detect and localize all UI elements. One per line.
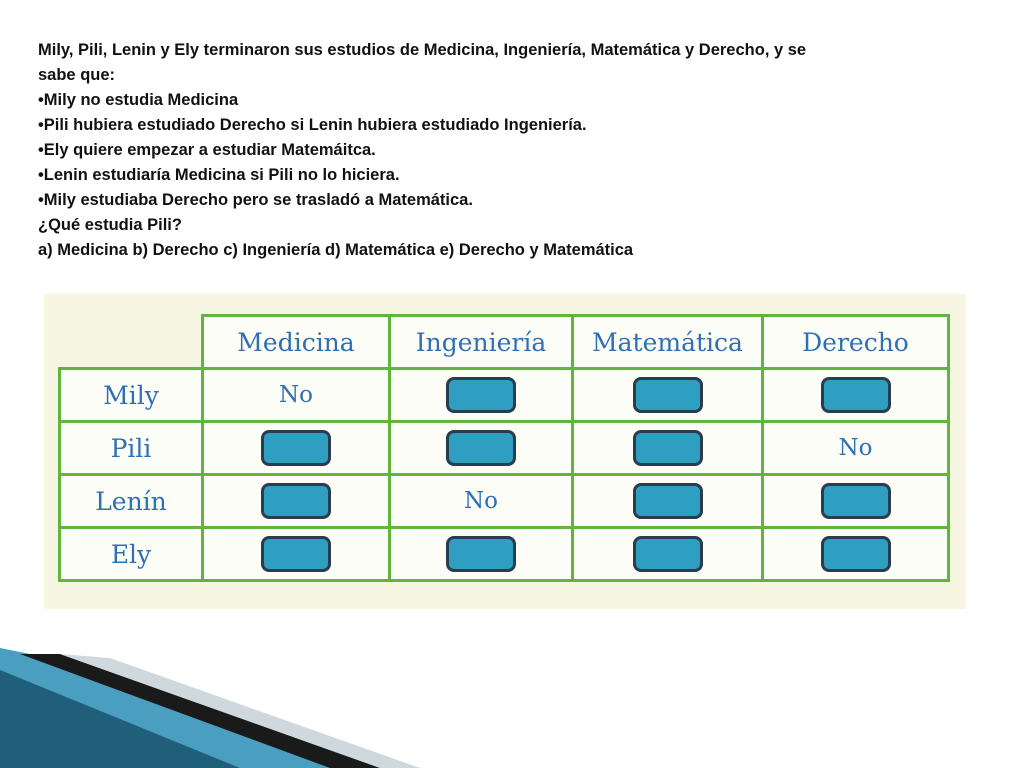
- row-header-mily: Mily: [60, 369, 203, 422]
- table-row-lenin: [60, 475, 949, 528]
- problem-line-1: Mily, Pili, Lenin y Ely terminaron sus estudios de Medicina, Ingeniería, Matemática y Derecho, y se: [38, 41, 807, 59]
- header-row: [60, 316, 949, 369]
- blank-box: [446, 536, 516, 572]
- cell-lenin-medicina: [203, 475, 390, 528]
- blank-box: [633, 430, 703, 466]
- table-row-mily: [60, 369, 949, 422]
- cell-lenin-matematica: [573, 475, 763, 528]
- blank-box: [633, 483, 703, 519]
- clue-4: •Lenin estudiaría Medicina si Pili no lo hiciera.: [38, 166, 400, 184]
- answer-options: a) Medicina b) Derecho c) Ingeniería d) Matemática e) Derecho y Matemática: [38, 241, 634, 259]
- blank-box: [261, 536, 331, 572]
- cell-lenin-ingenieria: [390, 475, 573, 528]
- cell-ely-medicina: [203, 528, 390, 581]
- cell-pili-matematica: [573, 422, 763, 475]
- blank-box: [633, 536, 703, 572]
- column-header-ingenieria: Ingeniería: [390, 316, 573, 369]
- cell-lenin-derecho: [763, 475, 949, 528]
- row-header-ely: Ely: [60, 528, 203, 581]
- blank-box: [446, 430, 516, 466]
- cell-ely-derecho: [763, 528, 949, 581]
- cell-mily-ingenieria: [390, 369, 573, 422]
- clue-1: •Mily no estudia Medicina: [38, 91, 239, 109]
- no-mark: No: [279, 382, 313, 408]
- column-header-medicina: Medicina: [203, 316, 390, 369]
- table-row-pili: [60, 422, 949, 475]
- clue-5: •Mily estudiaba Derecho pero se trasladó a Matemática.: [38, 191, 473, 209]
- no-mark: No: [838, 435, 873, 461]
- cell-mily-derecho: [763, 369, 949, 422]
- column-header-derecho: Derecho: [763, 316, 949, 369]
- cell-ely-matematica: [573, 528, 763, 581]
- clue-2: •Pili hubiera estudiado Derecho si Lenin hubiera estudiado Ingeniería.: [38, 116, 587, 134]
- logic-grid-panel: [44, 294, 966, 609]
- cell-ely-ingenieria: [390, 528, 573, 581]
- slide-corner-decoration: [0, 630, 1024, 768]
- question: ¿Qué estudia Pili?: [38, 216, 182, 234]
- cell-pili-derecho: [763, 422, 949, 475]
- cell-mily-matematica: [573, 369, 763, 422]
- blank-box: [261, 483, 331, 519]
- problem-statement: [38, 38, 938, 263]
- blank-box: [633, 377, 703, 413]
- blank-box: [821, 536, 891, 572]
- row-header-lenin: Lenín: [60, 475, 203, 528]
- blank-box: [261, 430, 331, 466]
- column-header-matematica: Matemática: [573, 316, 763, 369]
- no-mark: No: [464, 488, 498, 514]
- cell-pili-ingenieria: [390, 422, 573, 475]
- row-header-pili: Pili: [60, 422, 203, 475]
- cell-pili-medicina: [203, 422, 390, 475]
- clue-3: •Ely quiere empezar a estudiar Matemáitca.: [38, 141, 376, 159]
- blank-box: [821, 377, 891, 413]
- blank-box: [821, 483, 891, 519]
- table-row-ely: [60, 528, 949, 581]
- corner-cell: [60, 316, 203, 369]
- cell-mily-medicina: [203, 369, 390, 422]
- problem-line-2: sabe que:: [38, 66, 116, 84]
- blank-box: [446, 377, 516, 413]
- logic-grid-table: [58, 314, 950, 582]
